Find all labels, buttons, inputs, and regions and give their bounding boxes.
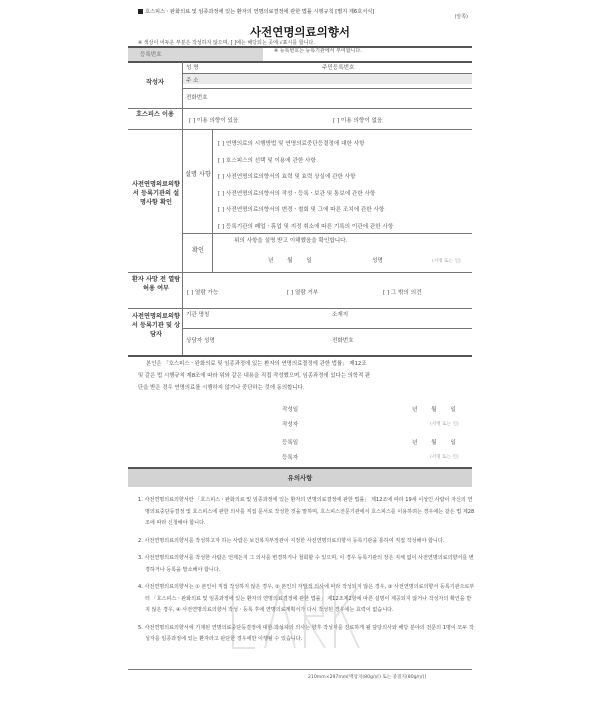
rrn-field: 주민등록번호 bbox=[322, 65, 355, 71]
consent-statement bbox=[138, 359, 474, 394]
watermark-icon bbox=[225, 578, 365, 658]
explain-item[interactable]: [ ] 사전연명의료의향서의 변경ㆍ철회 및 그에 따른 조치에 관한 사항 bbox=[218, 207, 385, 213]
counselor-phone-field: 전화번호 bbox=[332, 338, 354, 344]
writer-sign: (서명 또는 인) bbox=[430, 422, 459, 427]
explain-item[interactable]: [ ] 등록기관의 폐업ㆍ휴업 및 지정 취소에 따른 기록의 이관에 관한 사항 bbox=[218, 224, 394, 230]
view-option-deny[interactable]: [ ] 열람 거부 bbox=[287, 290, 319, 296]
explain-item[interactable]: [ ] 사전연명의료의향서의 효력 및 효력 상실에 관한 사항 bbox=[218, 174, 356, 180]
address-field: 주 소 bbox=[186, 78, 199, 84]
divider bbox=[128, 129, 472, 130]
writer-label: 작성자 bbox=[146, 79, 164, 86]
col-divider bbox=[182, 62, 183, 108]
note-item: 4. 사전연명의료의향서는 ① 본인이 직접 작성하지 않은 경우, ② 본인의 자발적 의사에 따라 작성되지 않은 경우, ③ 사전연명의료의향서 등록기관으로부터 「호스피스ㆍ완화의료 및 임종과정에 있는 환자의 연명의료결정에 관한 법률」 제12조제2항에 따른 설명이 제공되지 않거나 작성자의 확인을 받지 않은 경우, ④ 사전연명의료의향서 작성ㆍ등록 후에 연명의료계획서가 다시 작성된 경우에는 효력이 없습니다. bbox=[138, 584, 475, 613]
registrant-sign-label: 등록자 bbox=[282, 455, 299, 461]
divider bbox=[182, 88, 472, 89]
statement-line: 및 같은 법 시행규칙 제8조에 따라 위와 같은 내용을 직접 작성했으며, 임종과정에 있다는 의학적 판 bbox=[138, 372, 371, 379]
paper-spec: 210mm×297mm[백상지(80g/㎡) 또는 중질지(80g/㎡)] bbox=[308, 675, 427, 680]
explain-item[interactable]: [ ] 호스피스의 선택 및 이용에 관한 사항 bbox=[218, 158, 316, 164]
confirm-date: 년 월 일 bbox=[268, 258, 312, 264]
explain-sub-label: 설명 사항 bbox=[185, 171, 211, 178]
hospice-option-no[interactable]: [ ] 이용 의향이 없음 bbox=[333, 118, 383, 124]
counselor-field: 상담자 성명 bbox=[186, 338, 215, 344]
instruction-note: ※ 색상이 어두운 부분은 작성하지 않으며, [ ]에는 해당되는 곳에 √표시를 합니다. bbox=[138, 40, 315, 46]
phone-field: 전화번호 bbox=[186, 95, 208, 101]
address-shade bbox=[183, 74, 472, 84]
explain-item[interactable]: [ ] 사전연명의료의향서의 작성ㆍ등록ㆍ보관 및 통보에 관한 사항 bbox=[218, 191, 376, 197]
col-divider bbox=[182, 109, 183, 129]
confirm-sub-label: 확인 bbox=[192, 247, 204, 254]
writer-sign-label: 작성자 bbox=[282, 422, 299, 428]
agency-label: 사전연명의료의향서 등록기관 및 상담자 bbox=[131, 313, 181, 338]
name-field: 성 명 bbox=[186, 65, 199, 71]
col-divider bbox=[212, 130, 213, 272]
square-bullet-icon bbox=[138, 9, 143, 14]
confirm-text: 위의 사항을 설명 받고 이해했음을 확인합니다. bbox=[234, 238, 348, 244]
reg-date: 년 월 일 bbox=[412, 440, 456, 446]
confirm-name: 성명 bbox=[372, 258, 383, 264]
divider bbox=[128, 308, 472, 309]
hospice-option-yes[interactable]: [ ] 이용 의향이 있음 bbox=[189, 118, 239, 124]
note-item: 2. 사전연명의료의향서를 작성하고자 하는 사람은 보건복지부장관이 지정한 사전연명의료의향서 등록기관을 통하여 직접 작성해야 합니다. bbox=[138, 537, 445, 544]
col-divider bbox=[182, 130, 183, 272]
written-date: 년 월 일 bbox=[412, 407, 456, 413]
note-item: 5. 사전연명의료의향서에 기재된 연명의료중단등결정에 대한 작성자의 의사는 향후 작성자를 진료하게 될 담당의사와 해당 분야의 전문의 1명이 모두 작성자를 임종과정에 있는 환자라고 판단한 경우에만 이행될 수 있습니다. bbox=[138, 624, 474, 642]
patient-view-label: 환자 사망 전 열람허용 여부 bbox=[131, 276, 181, 292]
notes-title: 유의사항 bbox=[287, 474, 313, 482]
reg-no-label: 등록번호 bbox=[140, 52, 162, 58]
org-name-field: 기관 명칭 bbox=[186, 312, 210, 318]
regulation-header bbox=[138, 8, 374, 15]
registrant-sign: (서명 또는 인) bbox=[430, 455, 459, 460]
statement-line: 단을 받은 경우 연명의료를 시행하지 않거나 중단하는 것에 동의합니다. bbox=[138, 384, 305, 391]
col-divider bbox=[182, 273, 183, 308]
explain-label: 사전연명의료의향서 등록기관의 설명사항 확인 bbox=[132, 181, 180, 206]
hospice-label: 호스피스 이용 bbox=[135, 111, 175, 118]
note-item: 3. 사전연명의료의향서를 작성한 사람은 언제든지 그 의사를 변경하거나 철회할 수 있으며, 이 경우 등록기관의 장은 지체 없이 사전연명의료의향서를 변경하거나 등록을 말소해야 합니다. bbox=[138, 555, 474, 573]
divider bbox=[128, 108, 472, 109]
regulation-text: 호스피스ㆍ완화의료 및 임종과정에 있는 환자의 연명의료결정에 관한 법률 시행규칙 [별지 제6호서식] bbox=[145, 9, 375, 15]
org-address-field: 소재지 bbox=[332, 312, 349, 318]
written-date-label: 작성일 bbox=[282, 407, 299, 413]
divider bbox=[128, 61, 472, 63]
divider bbox=[128, 272, 472, 273]
notes-title-bar bbox=[128, 469, 472, 487]
divider bbox=[182, 328, 472, 329]
confirm-sign: (서명 또는 인) bbox=[432, 259, 461, 264]
reg-date-label: 등록일 bbox=[282, 440, 299, 446]
divider bbox=[182, 233, 472, 234]
note-item: 1. 사전연명의료의향서란 「호스피스ㆍ완화의료 및 임종과정에 있는 환자의 연명의료결정에 관한 법률」 제12조에 따라 19세 이상인 사람이 자신의 연명의료중단등결정 및 호스피스에 관한 의사를 직접 문서로 작성한 것을 말하며, 호스피스전문기관에서 호스피스를 이용하려는 경우에는 같은 법 제28조에 따라 신청해야 합니다. bbox=[138, 497, 475, 526]
bottom-border bbox=[128, 669, 472, 670]
col-divider bbox=[182, 309, 183, 355]
statement-line: 본인은 「호스피스ㆍ완화의료 및 임종과정에 있는 환자의 연명의료결정에 관한 법률」 제12조 bbox=[146, 361, 367, 367]
form-title: 사전연명의료의향서 bbox=[250, 25, 350, 39]
explain-item[interactable]: [ ] 연명의료의 시행방법 및 연명의료중단등결정에 대한 사항 bbox=[218, 141, 365, 147]
view-option-other[interactable]: [ ] 그 밖의 의견 bbox=[383, 290, 422, 296]
divider bbox=[128, 355, 472, 357]
registration-note: ※ 등록번호는 등록기관에서 부여합니다. bbox=[274, 48, 362, 54]
page-side: (앞쪽) bbox=[454, 14, 468, 20]
view-option-allow[interactable]: [ ] 열람 가능 bbox=[187, 290, 219, 296]
